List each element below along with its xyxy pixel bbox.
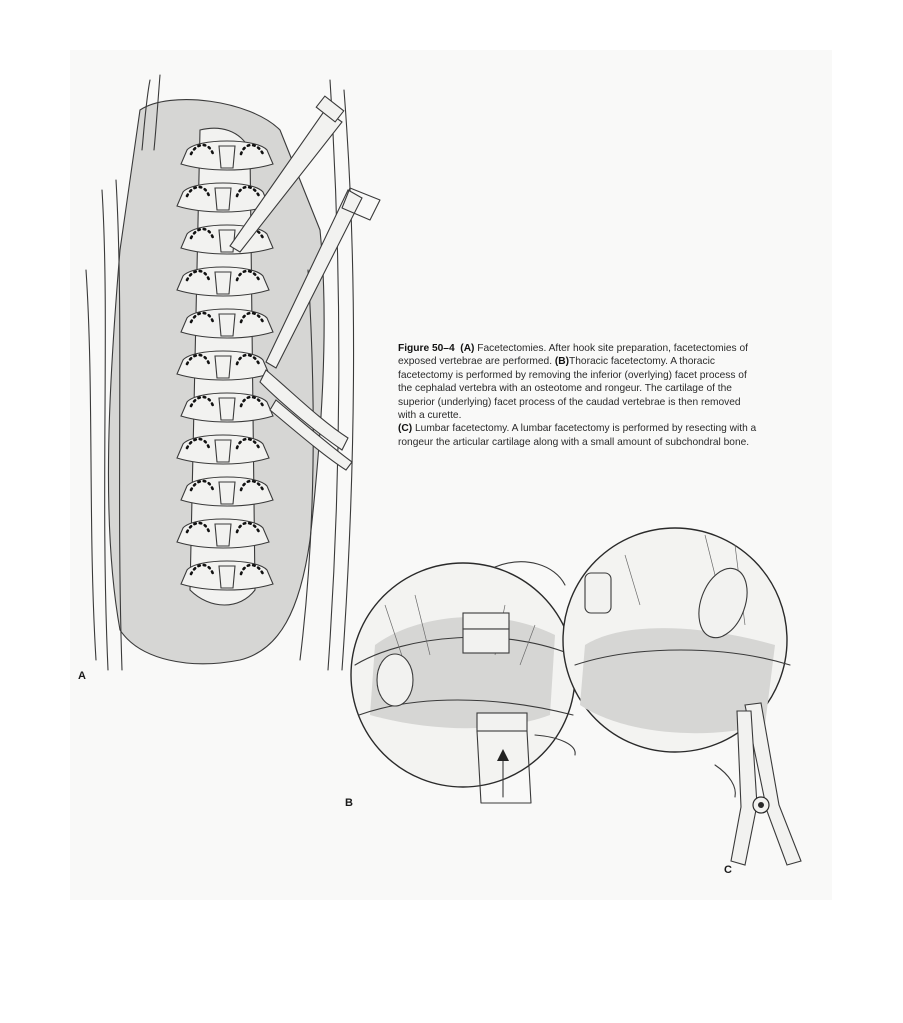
panel-label-a: A [78, 670, 86, 682]
panel-label-c: C [724, 864, 732, 876]
caption-text-c: Lumbar facetectomy. A lumbar facetectomy is performed by resecting with a rongeur the articular cartilage along with a small amount of subchondral bone. [398, 423, 757, 448]
panel-c-lumbar-facet-illustration [565, 525, 815, 880]
caption-text-a: Facetectomies. After hook site preparation, facetectomies of exposed vertebrae are performed. [398, 343, 748, 368]
figure-number: Figure 50–4 [398, 343, 455, 354]
panel-b-thoracic-facet-illustration [345, 565, 585, 815]
panel-label-b: B [345, 797, 353, 809]
caption-text-b: Thoracic facetectomy. A thoracic facetectomy is performed by removing the inferior (overlying) facet process of the cephalad vertebra with an osteotome and rongeur. The cartilage of the superior (underlying) facet process of the caudad vertebrae is then removed with a curette. [398, 356, 747, 422]
caption-label-b: (B) [554, 356, 570, 368]
caption-label-a: (A) [460, 343, 475, 354]
figure-caption [398, 342, 758, 449]
caption-label-c: (C) [398, 423, 413, 435]
